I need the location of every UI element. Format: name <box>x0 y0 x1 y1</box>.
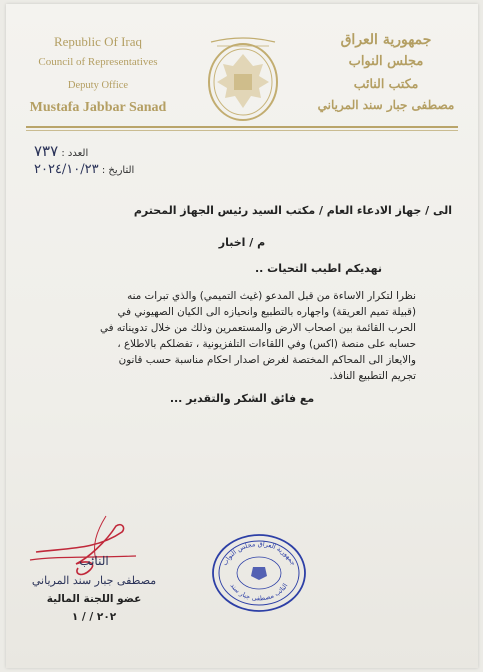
body-line-5: والايعاز الى المحاكم المختصة لغرض اصدار احكام مناسبة حسب قانون <box>118 354 416 366</box>
header-divider-thin <box>26 130 458 131</box>
letter-closing: مع فائق الشكر والتقدير ... <box>169 392 315 405</box>
header-en-line4: Mustafa Jabbar Sanad <box>29 100 167 115</box>
number-value: ٧٣٧ <box>34 142 59 160</box>
letter-paper <box>6 4 478 668</box>
body-line-1: نظرا لتكرار الاساءة من قبل المدعو (غيث التميمي) والذي تبرات منه <box>127 290 416 302</box>
header-ar-line2: مجلس النواب <box>348 54 424 69</box>
number-label: العدد : <box>61 148 89 159</box>
header-ar-line4: مصطفى جبار سند المرياني <box>317 98 455 112</box>
body-line-2: (قبيلة تميم العريقة) واجهاره بالتطبيع وانحيازه الى الكيان الصهيوني في <box>117 306 416 318</box>
header-en-line3: Deputy Office <box>67 80 129 91</box>
header-en-line1: Republic Of Iraq <box>53 34 143 49</box>
letter-number <box>34 142 88 160</box>
body-line-6: تجريم التطبيع النافذ. <box>329 370 416 382</box>
letter-subject: م / اخبار <box>218 236 266 249</box>
stamp-text-top: جمهورية العراق مجلس النواب <box>220 539 298 567</box>
svg-text:جمهورية العراق مجلس النواب <box>221 540 298 567</box>
letter-date <box>34 162 134 177</box>
signatory-name: مصطفى جبار سند المرياني <box>31 574 157 587</box>
letter-greeting: نهديكم اطيب التحيات .. <box>254 262 382 275</box>
header-divider <box>26 126 458 128</box>
signature-block <box>24 554 164 623</box>
date-value: ٢٠٢٤/١٠/٢٣ <box>34 162 99 177</box>
signature-date: ٢٠٢ / / ١ <box>71 611 117 623</box>
header-ar-line1: جمهورية العراق <box>340 32 432 48</box>
body-line-3: الحرب القائمة بين اصحاب الارض والمستعمرين وذلك من خلال تدويناته في <box>100 322 416 334</box>
stamp-text-bottom: النائب مصطفى جبار سند <box>228 581 290 603</box>
signatory-title: النائب <box>79 554 109 568</box>
header-ar-line3: مكتب النائب <box>353 76 419 91</box>
signatory-role: عضو اللجنة المالية <box>46 593 142 605</box>
date-label: التاريخ : <box>101 165 135 176</box>
header-en-line2: Council of Representatives <box>38 56 158 68</box>
svg-text:النائب مصطفى جبار سند <box>229 582 290 603</box>
official-stamp <box>210 532 308 614</box>
body-line-4: حسابه على منصة (اكس) وفي اللقاءات التلفزيونية ، تفضلكم بالاطلاع ، <box>117 338 416 350</box>
letter-recipient: الى / جهاز الادعاء العام / مكتب السيد رئيس الجهاز المحترم <box>133 204 452 217</box>
iraq-emblem-icon <box>203 36 283 124</box>
